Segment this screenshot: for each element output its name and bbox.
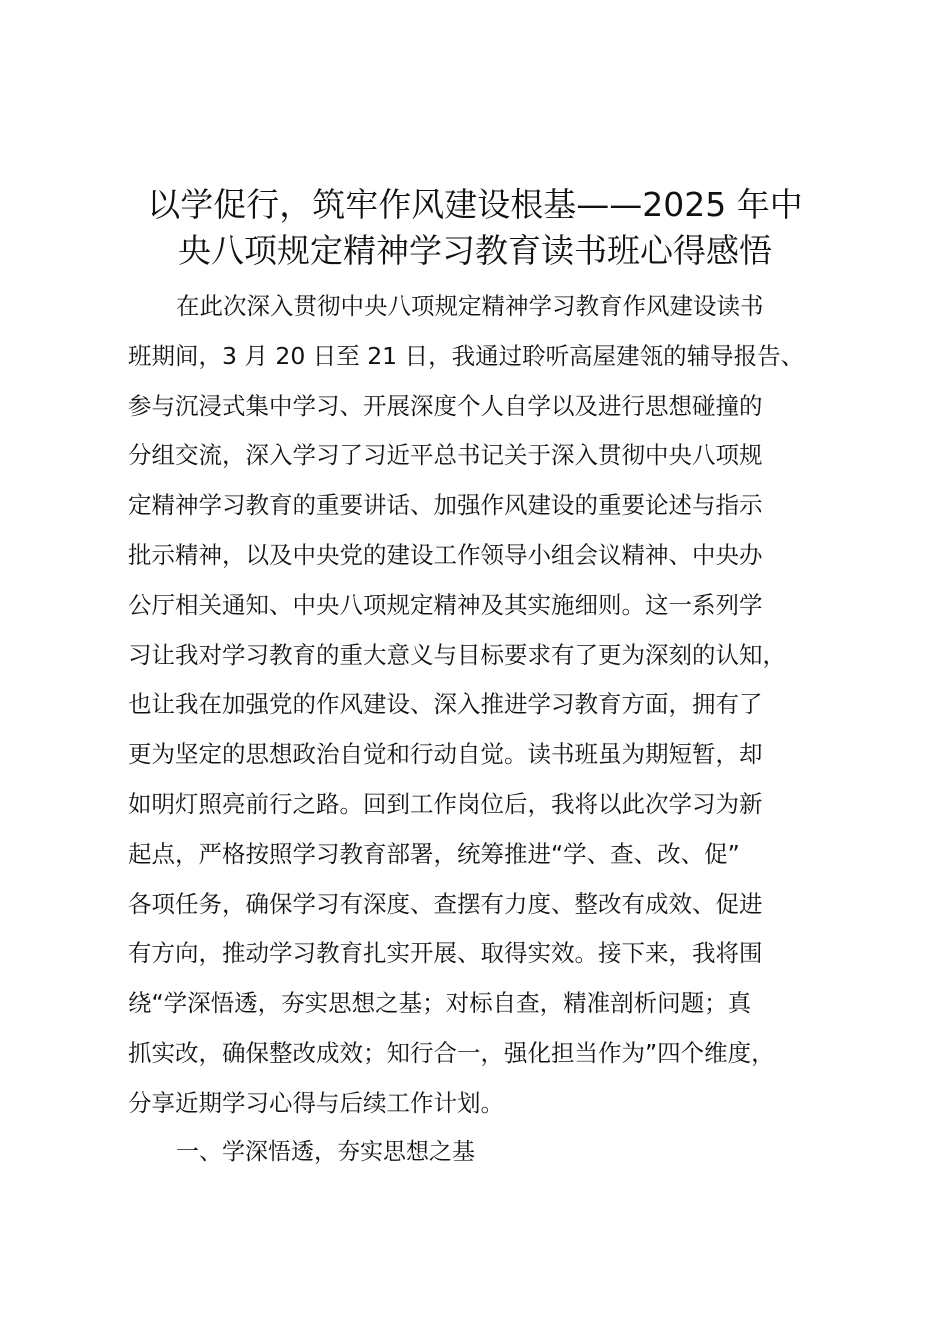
intro-paragraph: [128, 282, 848, 1129]
paragraph-line: 也让我在加强党的作风建设、深入推进学习教育方面，拥有了: [128, 690, 763, 719]
paragraph-line: 班期间，3 月 20 日至 21 日，我通过聆听高屋建瓴的辅导报告、: [128, 341, 805, 370]
section-heading: 一、学深悟透，夯实思想之基: [176, 1139, 475, 1165]
paragraph-line: 公厅相关通知、中央八项规定精神及其实施细则。这一系列学: [128, 590, 763, 619]
paragraph-line: 分享近期学习心得与后续工作计划。: [128, 1088, 504, 1117]
paragraph-line: 绕“学深悟透，夯实思想之基；对标自查，精准剖析问题；真: [128, 989, 752, 1018]
paragraph-line: 在此次深入贯彻中央八项规定精神学习教育作风建设读书: [176, 292, 764, 320]
paragraph-line: 分组交流，深入学习了习近平总书记关于深入贯彻中央八项规: [128, 441, 763, 470]
paragraph-line: 起点，严格按照学习教育部署，统筹推进“学、查、改、促”: [128, 839, 740, 868]
paragraph-line: 习让我对学习教育的重大意义与目标要求有了更为深刻的认知，: [128, 640, 786, 669]
paragraph-line: 抓实改，确保整改成效；知行合一，强化担当作为”四个维度，: [128, 1038, 775, 1067]
paragraph-line: 有方向，推动学习教育扎实开展、取得实效。接下来，我将围: [128, 939, 763, 968]
paragraph-line: 各项任务，确保学习有深度、查摆有力度、整改有成效、促进: [128, 889, 763, 918]
paragraph-line: 定精神学习教育的重要讲话、加强作风建设的重要论述与指示: [128, 491, 763, 520]
paragraph-line: 批示精神，以及中央党的建设工作领导小组会议精神、中央办: [128, 540, 763, 569]
title-line-2: 央八项规定精神学习教育读书班心得感悟: [178, 231, 772, 270]
paragraph-line: 如明灯照亮前行之路。回到工作岗位后，我将以此次学习为新: [128, 789, 763, 818]
paragraph-line: 参与沉浸式集中学习、开展深度个人自学以及进行思想碰撞的: [128, 391, 763, 420]
paragraph-line: 更为坚定的思想政治自觉和行动自觉。读书班虽为期短暂，却: [128, 740, 763, 769]
document-title: [120, 182, 830, 274]
title-line-1: 以学促行，筑牢作风建设根基——2025 年中: [147, 185, 803, 224]
